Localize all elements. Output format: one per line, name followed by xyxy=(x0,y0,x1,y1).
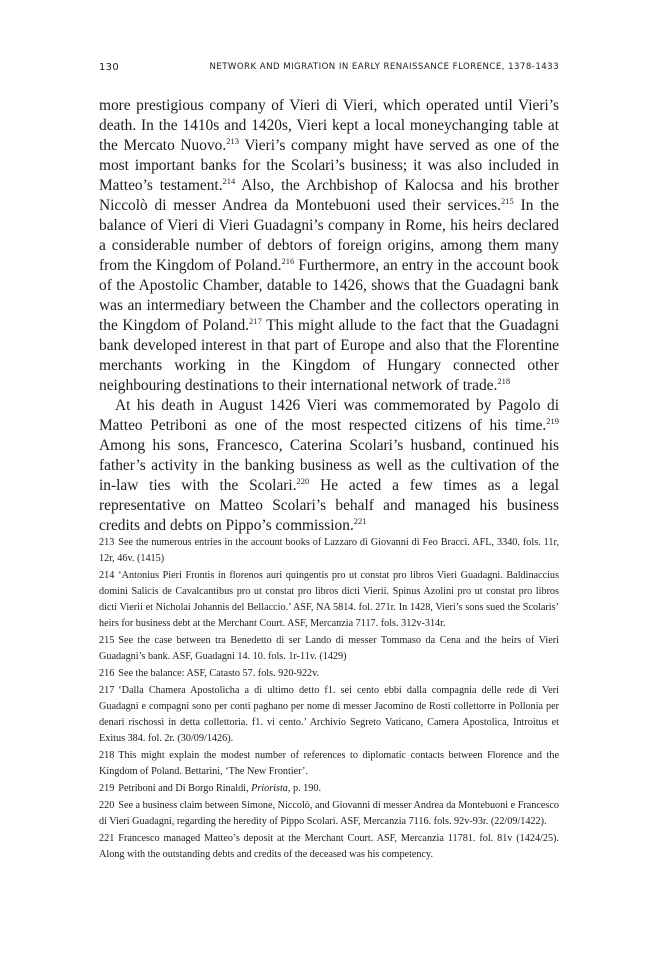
text-run: He acted a few times as a legal representative on Matteo Scolari’s behalf and managed his business credits and debts on Pippo’s commission. xyxy=(99,477,559,534)
text-run: This might explain the modest number of references to diplomatic contacts between Florence and the Kingdom of Poland. Bettarini, ‘The New Frontier’. xyxy=(99,750,559,777)
footnote-marker: 214 xyxy=(222,175,236,186)
text-run: , p. 190. xyxy=(287,783,321,794)
text-run: Furthermore, an entry in the account book of the Apostolic Chamber, datable to 1426, shows that the Guadagni bank was an intermediary between the Chamber and the collectors operating in the Kingdom of Poland. xyxy=(99,257,559,334)
page-number: 130 xyxy=(99,62,119,73)
footnote-number: 216 xyxy=(99,668,115,679)
body-text xyxy=(99,96,559,536)
body-paragraph xyxy=(99,96,559,396)
italic-title: Priorista xyxy=(251,783,288,794)
footnote xyxy=(99,831,559,863)
footnote xyxy=(99,666,559,682)
footnote-number: 214 xyxy=(99,570,115,581)
footnote-number: 219 xyxy=(99,783,115,794)
footnote-number: 218 xyxy=(99,750,115,761)
text-run: Francesco managed Matteo’s deposit at the Merchant Court. ASF, Mercanzia 11781. fol. 81v (1424/25). Along with the outstanding debts and credits of the deceased was his competency. xyxy=(99,833,559,860)
text-run: Vieri’s company might have served as one of the most important banks for the Scolari’s business; it was also included in Matteo’s testament. xyxy=(99,137,559,194)
footnote-number: 221 xyxy=(99,833,115,844)
footnote-number: 217 xyxy=(99,685,115,696)
footnote-marker: 221 xyxy=(353,515,367,526)
footnote-marker: 217 xyxy=(249,315,262,326)
footnote-number: 215 xyxy=(99,635,115,646)
footnote-marker: 215 xyxy=(501,195,514,206)
footnote-number: 220 xyxy=(99,800,115,811)
footnote xyxy=(99,568,559,632)
footnote xyxy=(99,683,559,747)
footnote xyxy=(99,535,559,567)
footnote-marker: 220 xyxy=(296,475,310,486)
body-paragraph xyxy=(99,396,559,536)
text-run: more prestigious company of Vieri di Vieri, which operated until Vieri’s death. In the 1410s and 1420s, Vieri kept a local moneychanging table at the Mercato Nuovo. xyxy=(99,97,559,154)
footnote xyxy=(99,798,559,830)
text-run: Petriboni and Di Borgo Rinaldi, xyxy=(118,783,252,794)
footnote xyxy=(99,748,559,780)
text-run: This might allude to the fact that the Guadagni bank developed interest in that part of Europe and also that the Florentine merchants working in the Kingdom of Hungary connected other neighbouring destinations to their international network of trade. xyxy=(99,317,559,394)
text-run: See a business claim between Simone, Niccolò, and Giovanni di messer Andrea da Montebuoni e Francesco di Vieri Guadagni, regarding the heredity of Pippo Scolari. ASF, Mercanzia 7116. fols. 92v-93r. (22/09/1422). xyxy=(99,800,559,827)
footnote xyxy=(99,781,559,797)
footnote-number: 213 xyxy=(99,537,115,548)
text-run: See the case between tra Benedetto di ser Lando di messer Tommaso da Cena and the heirs of Vieri Guadagni’s bank. ASF, Guadagni 14. 10. fols. 1r-11v. (1429) xyxy=(99,635,559,662)
text-run: At his death in August 1426 Vieri was commemorated by Pagolo di Matteo Petriboni as one of the most respected citizens of his time. xyxy=(99,397,559,434)
text-run: Among his sons, Francesco, Caterina Scolari’s husband, continued his father’s activity in the banking business as well as the cultivation of the in-law ties with the Scolari. xyxy=(99,437,559,494)
footnote-marker: 213 xyxy=(226,135,239,146)
footnotes xyxy=(99,535,559,864)
footnote-marker: 218 xyxy=(497,375,511,386)
text-run: ‘Dalla Chamera Apostolicha a dì ultimo detto f1. sei cento ebbi dalla compagnia delle rede di Veri Guadagni e compagni sono per conti paghano per nome di messer Jacomino de Rosti collettorre in Pollonia per denari rischossi in detta collettoria. f1. vi cento.’ Archivio Segreto Vaticano, Camera Apostolica, Introitus et Exitus 384. fol. 2r. (30/09/1426). xyxy=(99,685,559,744)
text-run: Also, the Archbishop of Kalocsa and his brother Niccolò di messer Andrea da Montebuoni used their services. xyxy=(99,177,559,214)
text-run: In the balance of Vieri di Vieri Guadagni’s company in Rome, his heirs declared a considerable number of debtors of foreign origins, among them many from the Kingdom of Poland. xyxy=(99,197,560,274)
text-run: See the balance: ASF, Catasto 57. fols. 920-922v. xyxy=(118,668,320,679)
footnote xyxy=(99,633,559,665)
running-title: NETWORK AND MIGRATION IN EARLY RENAISSANCE FLORENCE, 1378-1433 xyxy=(209,62,559,72)
footnote-marker: 216 xyxy=(281,255,295,266)
footnote-marker: 219 xyxy=(546,415,559,426)
running-head xyxy=(99,62,559,78)
text-run: See the numerous entries in the account books of Lazzaro di Giovanni di Feo Bracci. AFL, 3340. fols. 11r, 12r, 46v. (1415) xyxy=(99,537,559,564)
text-run: ‘Antonius Pieri Frontis in florenos auri quingentis pro ut constat pro libros Vieri Guadagni. Baldinaccius domini Salicis de Cavalcantibus pro ut constat pro libros dicti Vierii. Spinus Azolini pro ut constat pro libros dicti Vierii et Nicholai Johannis del Bellaccio.’ ASF, NA 5814. fol. 271r. In 1428, Vieri’s sons sued the Scolaris’ heirs for business debt at the Merchant Court. ASF, Mercanzia 7117. fols. 312v-314r. xyxy=(99,570,559,629)
